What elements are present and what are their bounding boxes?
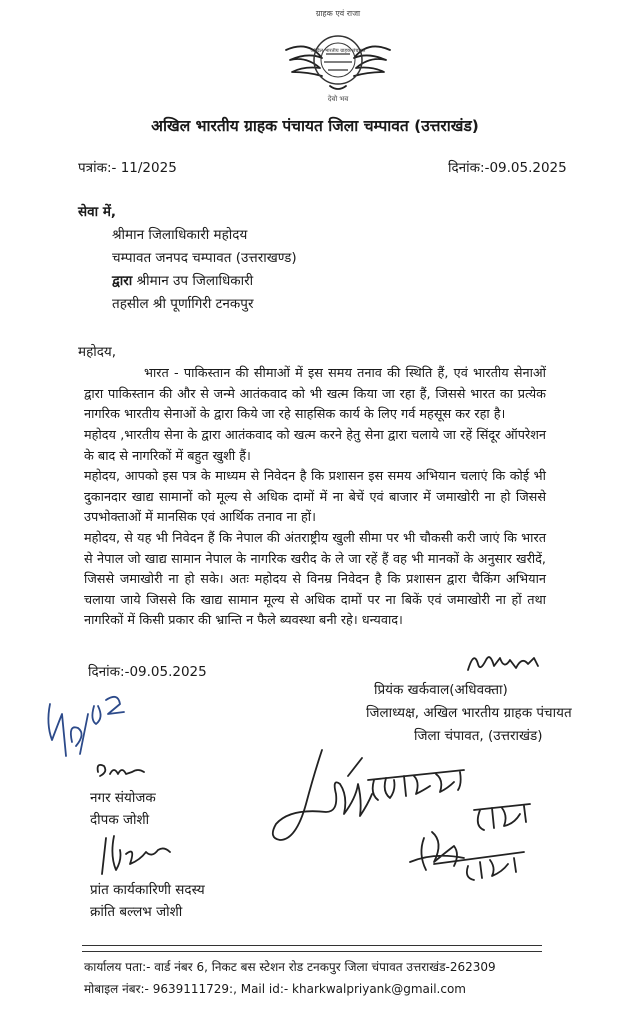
handwritten-date-text <box>38 700 69 707</box>
addressee-line-2: चम्पावत जनपद चम्पावत (उत्तराखण्ड) <box>112 250 297 266</box>
signatory-name: प्रियंक खर्कवाल(अधिवक्ता) <box>374 682 508 698</box>
priyank-signature <box>460 642 550 682</box>
footer-rule-2 <box>82 951 542 952</box>
footer-address: कार्यालय पता:- वार्ड नंबर 6, निकट बस स्टेशन रोड टनकपुर जिला चंपावत उत्तराखंड-262309 <box>84 960 496 974</box>
addressee-line-1: श्रीमान जिलाधिकारी महोदय <box>112 227 248 243</box>
logo-top-text: ग्राहक एवं राजा <box>315 9 361 18</box>
letter-date: दिनांक:-09.05.2025 <box>448 160 567 176</box>
logo <box>278 8 398 108</box>
addressee-via-rest: श्रीमान उप जिलाधिकारी <box>132 273 254 289</box>
addressee-line-3 <box>112 271 253 291</box>
priyank-signature-text <box>470 652 488 658</box>
extra-signature-2-text <box>440 850 464 858</box>
letter-greeting: महोदय, <box>78 344 117 360</box>
member-2-signature <box>96 830 176 880</box>
handwritten-date-mark <box>36 684 146 764</box>
addressee-line-4: तहसील श्री पूर्णागिरी टनकपुर <box>112 296 254 312</box>
member-1-name: दीपक जोशी <box>90 812 150 828</box>
letter-ref: पत्रांक:- 11/2025 <box>78 160 177 176</box>
member-2-name: क्रांति बल्लभ जोशी <box>90 904 183 920</box>
extra-signature-2 <box>404 792 534 882</box>
organisation-title: अखिल भारतीय ग्राहक पंचायत जिला चम्पावत (उत्तराखंड) <box>151 117 479 135</box>
signatory-place: जिला चंपावत, (उत्तराखंड) <box>414 728 543 744</box>
addressee-via: द्वारा <box>112 273 133 289</box>
closing-date: दिनांक:-09.05.2025 <box>88 664 207 680</box>
signatory-title: जिलाध्यक्ष, अखिल भारतीय ग्राहक पंचायत <box>366 705 572 721</box>
footer-rule-1 <box>82 945 542 946</box>
logo-bottom-text: देवो भव <box>327 95 349 103</box>
paragraph-3: महोदय, आपको इस पत्र के माध्यम से निवेदन है कि प्रशासन इस समय अभियान चलाएं कि कोई भी दुकानदार खाद्य सामानों को मूल्य से अधिक दामों में ना बेचें एवं बाजार में जमाखोरी ना हो जिससे उपभोक्ताओं में मानसिक एवं आर्थिक तनाव ना हों। <box>84 469 546 525</box>
logo-seal-text: अखिल भारतीय ग्राहक पंचायत <box>310 48 366 54</box>
member-2-role: प्रांत कार्यकारिणी सदस्य <box>90 882 205 898</box>
extra-signature-1-text <box>372 780 396 788</box>
paragraph-2: महोदय ,भारतीय सेना के द्वारा आतंकवाद को खत्म करने हेतु सेना द्वारा चलाये जा रहें सिंदूर ऑपरेशन के बाद से नागरिकों में बहुत खुशी हैं। <box>84 428 546 464</box>
large-signature <box>266 744 376 854</box>
paragraph-1: भारत - पाकिस्तान की सीमाओं में इस समय तनाव की स्थिति हैं, एवं भारतीय सेनाओं द्वारा पाकिस्तान की और से जन्मे आतंकवाद को भी खत्म किया जा रहा हैं, जिससे भारत का प्रत्येक नागरिक भारतीय सेनाओं के द्वारा किये जा रहे साहसिक कार्य के लिए गर्व महसूस कर रहा है। <box>84 366 546 422</box>
paragraph-4: महोदय, से यह भी निवेदन हैं कि नेपाल की अंतराष्ट्रीय खुली सीमा पर भी चौकसी करी जाएं कि भारत से नेपाल जो खाद्य सामान नेपाल के नागरिक खरीद के ले जा रहें हैं वह भी मानकों के अनुसार खरीदें, जिससे जमाखोरी ना हो सके। अतः महोदय से विनम्र निवेदन है कि प्रशासन द्वारा चैकिंग अभियान चलाया जाये जिससे कि खाद्य सामान मूल्य से अधिक दामों पर ना बिकें एवं जमाखोरी ना हों तथा नागरिकों में किसी प्रकार की भ्रान्ति न फैले ब्यवस्था बनी रहे। धन्यवाद। <box>84 531 546 628</box>
member-1-signature <box>92 758 152 784</box>
addressee-to: सेवा में, <box>78 204 117 220</box>
footer-contact: मोबाइल नंबर:- 9639111729:, Mail id:- kharkwalpriyank@gmail.com <box>84 982 467 996</box>
member-1-role: नगर संयोजक <box>90 790 156 806</box>
